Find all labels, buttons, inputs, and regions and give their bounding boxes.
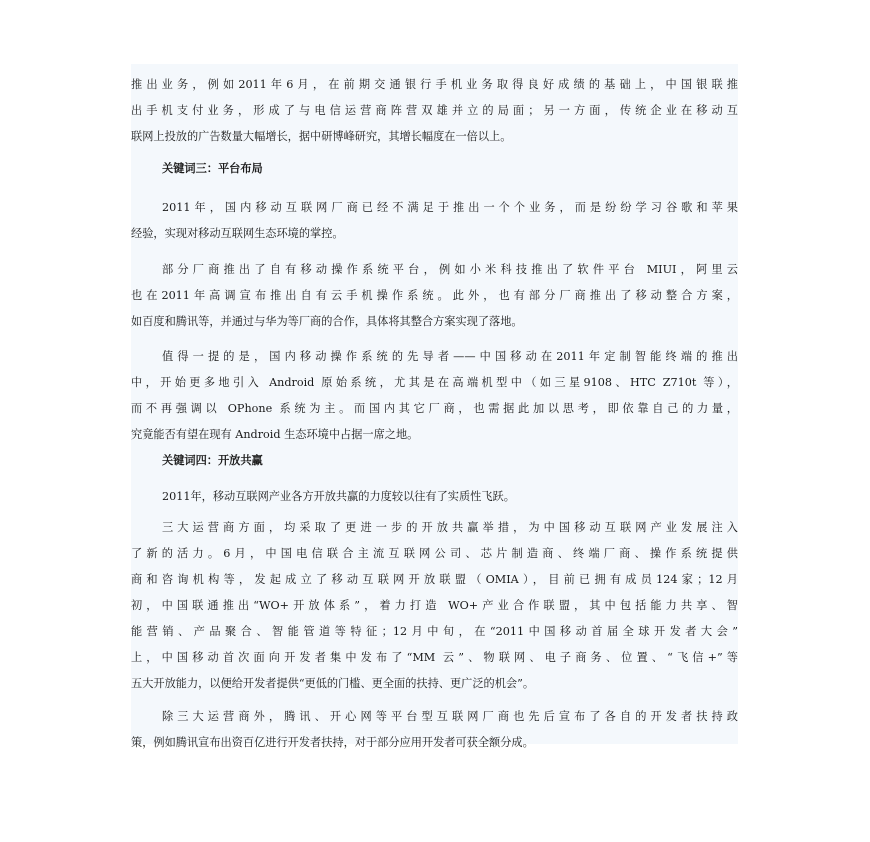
text-line: 除三大运营商外，腾讯、开心网等平台型互联网厂商也先后宣布了各自的开发者扶持政 [162, 710, 738, 723]
text-line: 联网上投放的广告数量大幅增长，据中研博峰研究，其增长幅度在一倍以上。 [131, 130, 512, 143]
text-line: 2011年，国内移动互联网厂商已经不满足于推出一个个业务，而是纷纷学习谷歌和苹果 [162, 201, 738, 214]
text-line: 如百度和腾讯等，并通过与华为等厂商的合作，具体将其整合方案实现了落地。 [131, 315, 523, 328]
text-line: 了新的活力。6月，中国电信联合主流互联网公司、芯片制造商、终端厂商、操作系统提供 [131, 547, 738, 560]
text-line: 出手机支付业务，形成了与电信运营商阵营双雄并立的局面；另一方面，传统企业在移动互 [131, 104, 738, 117]
text-line: 商和咨询机构等，发起成立了移动互联网开放联盟（OMIA），目前已拥有成员124家；12月 [131, 573, 738, 586]
paragraph-operators-open [131, 515, 738, 697]
text-line: 值得一提的是，国内移动操作系统的先导者——中国移动在2011年定制智能终端的推出 [162, 350, 738, 363]
text-line: 初，中国联通推出“WO+开放体系”，着力打造 WO+产业合作联盟，其中包括能力共享、智 [131, 599, 738, 612]
paragraph-os-platforms [131, 257, 738, 335]
paragraph-china-mobile-os [131, 344, 738, 448]
text-line: 2011年，移动互联网产业各方开放共赢的力度较以往有了实质性飞跃。 [162, 490, 515, 503]
heading-keyword-three: 关键词三：平台布局 [162, 161, 263, 175]
text-line: 三大运营商方面，均采取了更进一步的开放共赢举措，为中国移动互联网产业发展注入 [162, 521, 738, 534]
paragraph-platform-vendors [131, 704, 738, 756]
text-line: 究竟能否有望在现有 Android 生态环境中占据一席之地。 [131, 428, 419, 441]
text-line: 部分厂商推出了自有移动操作系统平台，例如小米科技推出了软件平台 MIUI，阿里云 [162, 263, 738, 276]
paragraph-open-intro [131, 484, 738, 510]
text-line: 也在2011年高调宣布推出自有云手机操作系统。此外，也有部分厂商推出了移动整合方案， [131, 289, 738, 302]
paragraph-mobile-payment [131, 72, 738, 150]
text-line: 上，中国移动首次面向开发者集中发布了“MM 云”、物联网、电子商务、位置、“飞信+”等 [131, 651, 738, 664]
text-line: 五大开放能力，以便给开发者提供“更低的门槛、更全面的扶持、更广泛的机会”。 [131, 677, 535, 690]
text-line: 而不再强调以 OPhone 系统为主。而国内其它厂商，也需据此加以思考，即依靠自己的力量， [131, 402, 738, 415]
heading-keyword-four: 关键词四：开放共赢 [162, 453, 263, 467]
text-line: 经验，实现对移动互联网生态环境的掌控。 [131, 227, 344, 240]
document-text-block [131, 64, 738, 749]
text-line: 能营销、产品聚合、智能管道等特征；12月中旬，在“2011中国移动首届全球开发者大会” [131, 625, 738, 638]
text-line: 推出业务，例如2011年6月，在前期交通银行手机业务取得良好成绩的基础上，中国银联推 [131, 78, 738, 91]
paragraph-platform-intro [131, 195, 738, 247]
text-line: 中，开始更多地引入 Android 原始系统，尤其是在高端机型中（如三星9108、HTC Z710t 等）， [131, 376, 738, 389]
text-line: 策，例如腾讯宣布出资百亿进行开发者扶持，对于部分应用开发者可获全额分成。 [131, 736, 534, 749]
